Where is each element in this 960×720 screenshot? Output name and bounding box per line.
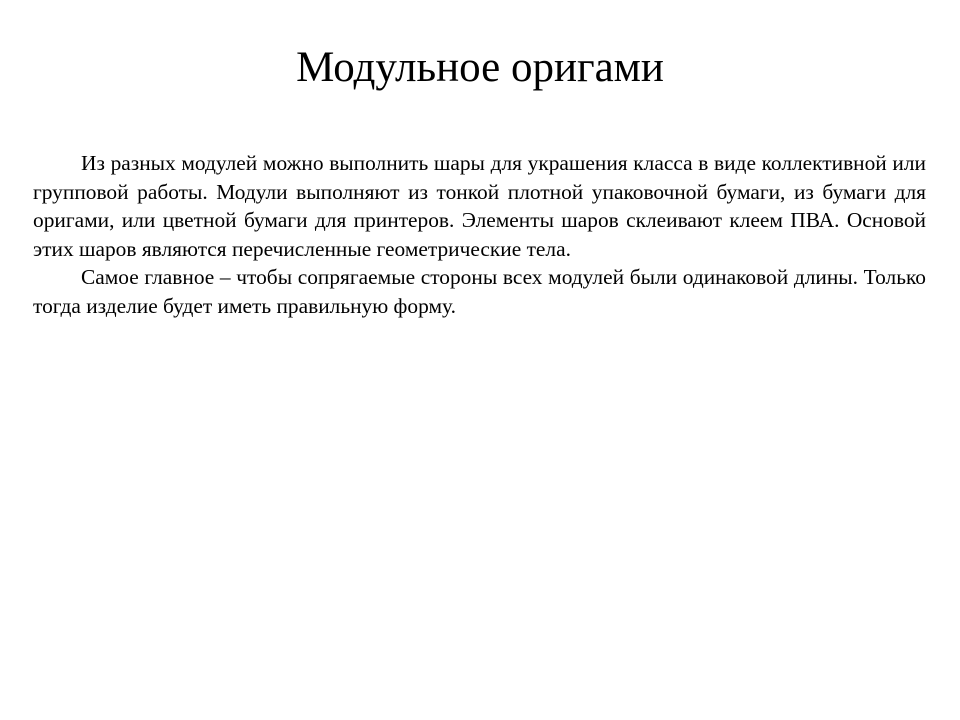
slide-body [33, 149, 926, 321]
body-paragraph-1: Из разных модулей можно выполнить шары для украшения класса в виде коллективной или групповой работы. Модули выполняют из тонкой плотной упаковочной бумаги, из бумаги для оригами, или цветной бумаги для принтеров. Элементы шаров склеивают клеем ПВА. Основой этих шаров являются перечисленные геометрические тела. [33, 151, 926, 261]
slide-title: Модульное оригами [296, 44, 664, 91]
body-paragraph-2: Самое главное – чтобы сопрягаемые стороны всех модулей были одинаковой длины. Только тогда изделие будет иметь правильную форму. [33, 265, 926, 318]
